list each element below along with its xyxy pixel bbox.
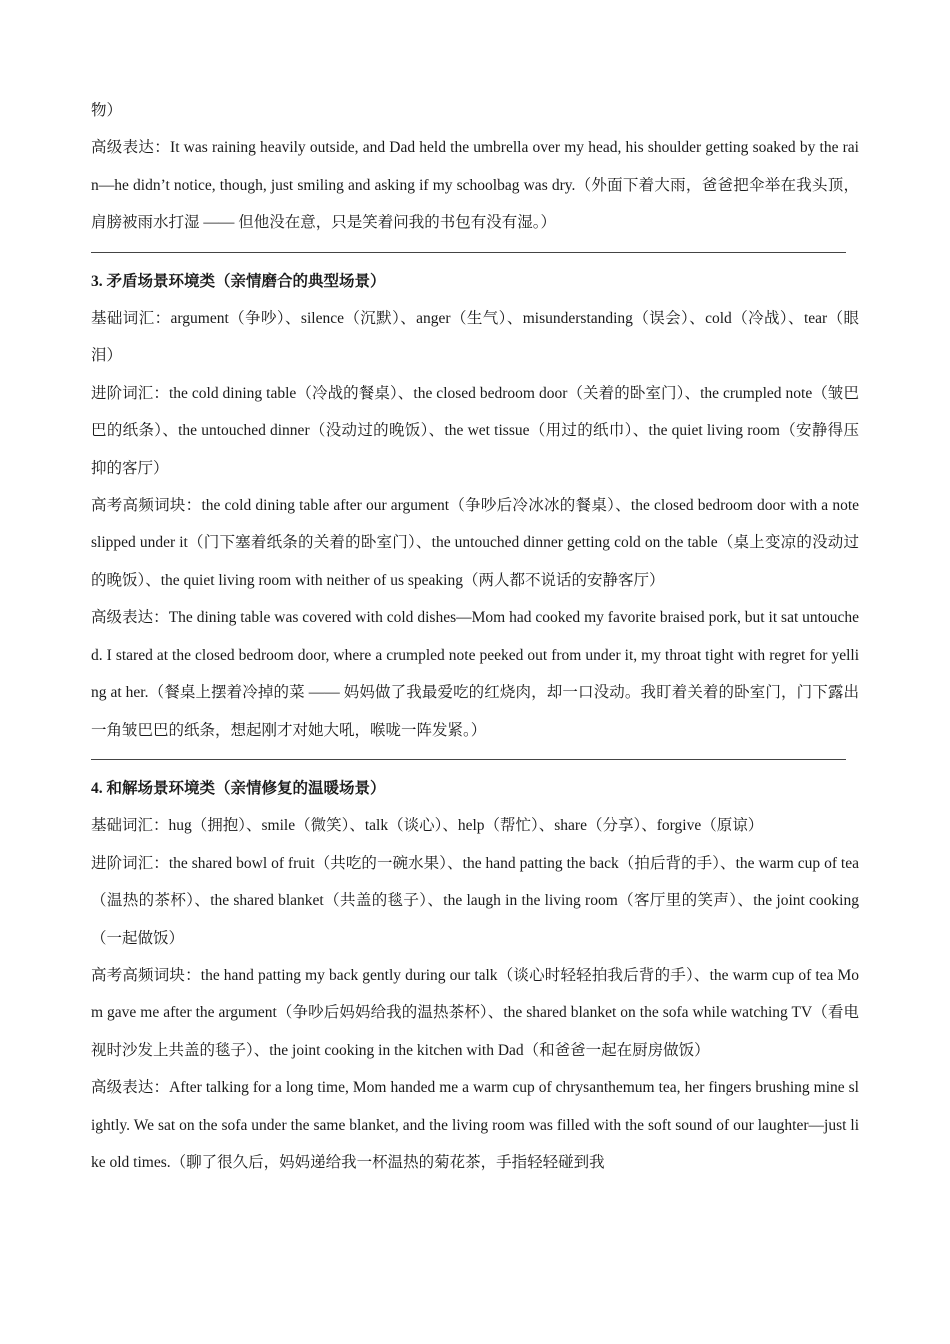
advanced-vocabulary: 进阶词汇：the shared bowl of fruit（共吃的一碗水果）、the hand patting the back（拍后背的手）、the warm cup of tea（温热的茶杯）、the shared blanket（共盖的毯子）、the laugh in the living room（客厅里的笑声）、the joint cooking（一起做饭） [91,854,859,947]
section-heading: 4. 和解场景环境类（亲情修复的温暖场景） [91,779,386,797]
section-divider [91,252,846,253]
advanced-expression: 高级表达：The dining table was covered with cold dishes—Mom had cooked my favorite braised pork, but it sat untouched. I stared at the closed bedroom door, where a crumpled note peeked out from under it, my throat tight with regret for yelling at her.（餐桌上摆着冷掉的菜 —— 妈妈做了我最爱吃的红烧肉，却一口没动。我盯着关着的卧室门，门下露出一角皱巴巴的纸条，想起刚才对她大吼，喉咙一阵发紧。） [91,609,859,739]
section-conflict-scene [91,263,859,749]
basic-vocabulary: 基础词汇：hug（拥抱）、smile（微笑）、talk（谈心）、help（帮忙）、share（分享）、forgive（原谅） [91,817,764,835]
intro-lead: 物） [91,102,123,119]
advanced-expression: 高级表达：After talking for a long time, Mom handed me a warm cup of chrysanthemum tea, her fingers brushing mine slightly. We sat on the sofa under the same blanket, and the living room was filled with the soft sound of our laughter—just like old times.（聊了很久后，妈妈递给我一杯温热的菊花茶，手指轻轻碰到我 [91,1079,859,1171]
section-heading: 3. 矛盾场景环境类（亲情磨合的典型场景） [91,272,386,290]
document-page [91,92,859,1181]
gaokao-phrases: 高考高频词块：the cold dining table after our argument（争吵后冷冰冰的餐桌）、the closed bedroom door with a note slipped under it（门下塞着纸条的关着的卧室门）、the untouched dinner getting cold on the table（桌上变凉的没动过的晚饭）、the quiet living room with neither of us speaking（两人都不说话的安静客厅） [91,497,859,589]
intro-advanced-expression: 高级表达：It was raining heavily outside, and Dad held the umbrella over my head, his shoulder getting soaked by the rain—he didn’t notice, though, just smiling and asking if my schoolbag was dry.（外面下着大雨，爸爸把伞举在我头顶，肩膀被雨水打湿 —— 但他没在意，只是笑着问我的书包有没有湿。） [91,139,859,232]
section-divider [91,759,846,760]
section-reconciliation-scene [91,770,859,1181]
basic-vocabulary: 基础词汇：argument（争吵）、silence（沉默）、anger（生气）、misunderstanding（误会）、cold（冷战）、tear（眼泪） [91,310,859,365]
gaokao-phrases: 高考高频词块：the hand patting my back gently during our talk（谈心时轻轻拍我后背的手）、the warm cup of tea Mom gave me after the argument（争吵后妈妈给我的温热茶杯）、the shared blanket on the sofa while watching TV（看电视时沙发上共盖的毯子）、the joint cooking in the kitchen with Dad（和爸爸一起在厨房做饭） [91,966,859,1059]
advanced-vocabulary: 进阶词汇：the cold dining table（冷战的餐桌）、the closed bedroom door（关着的卧室门）、the crumpled note（皱巴巴的纸条）、the untouched dinner（没动过的晚饭）、the wet tissue（用过的纸巾）、the quiet living room（安静得压抑的客厅） [91,384,859,477]
